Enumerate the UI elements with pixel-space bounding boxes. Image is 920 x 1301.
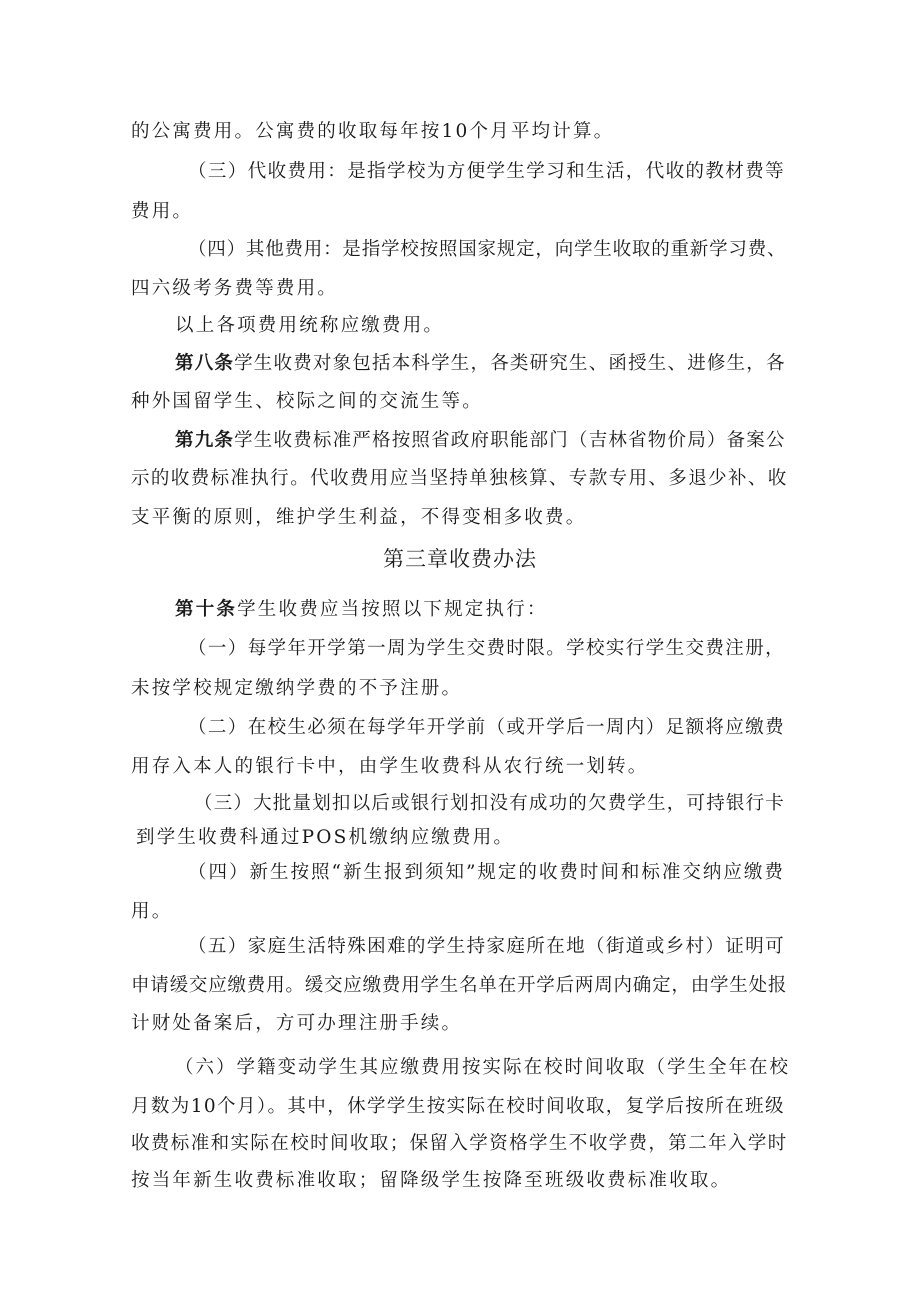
article-10-paragraph xyxy=(175,597,548,623)
text-line: （二）在校生必须在每学年开学前（或开学后一周内）足额将应缴费 xyxy=(188,717,786,738)
text-line: 计财处备案后，方可办理注册手续。 xyxy=(131,1013,463,1034)
article-text: 学生收费应当按照以下规定执行： xyxy=(237,599,548,620)
article-number: 第八条 xyxy=(175,353,235,374)
text-line: 用存入本人的银行卡中，由学生收费科从农行统一划转。 xyxy=(131,756,649,777)
text-line: 未按学校规定缴纳学费的不予注册。 xyxy=(131,678,463,699)
text-line: 申请缓交应缴费用。缓交应缴费用学生名单在开学后两周内确定，由学生处报 xyxy=(131,975,788,996)
article-text: 学生收费标准严格按照省政府职能部门（吉林省物价局）备案公 xyxy=(234,430,786,451)
article-number: 第十条 xyxy=(175,599,238,620)
text-line: 月数为10个月）。其中，休学学生按实际在校时间收取，复学后按所在班级 xyxy=(131,1096,785,1117)
text-line: （四）新生按照“新生报到须知”规定的收费时间和标准交纳应缴费 xyxy=(188,862,785,883)
text-line: （三）大批量划扣以后或银行划扣没有成功的欠费学生，可持银行卡 xyxy=(194,793,786,814)
text-line: （一）每学年开学第一周为学生交费时限。学校实行学生交费注册， xyxy=(188,638,786,659)
text-line: 按当年新生收费标准收取；留降级学生按降至班级收费标准收取。 xyxy=(131,1170,732,1191)
text-line: 支平衡的原则，维护学生利益，不得变相多收费。 xyxy=(131,507,587,528)
chapter-heading: 第三章收费办法 xyxy=(383,547,537,571)
text-line: （五）家庭生活特殊困难的学生持家庭所在地（街道或乡村）证明可 xyxy=(188,936,786,957)
article-8-paragraph xyxy=(175,351,786,377)
text-line: 收费标准和实际在校时间收取；保留入学资格学生不收学费，第二年入学时 xyxy=(131,1133,788,1154)
text-line: 到学生收费科通过POS机缴纳应缴费用。 xyxy=(136,827,515,848)
text-line: 的公寓费用。公寓费的收取每年按10个月平均计算。 xyxy=(131,121,615,142)
text-line: （六）学籍变动学生其应缴费用按实际在校时间收取（学生全年在校 xyxy=(175,1057,791,1078)
text-line: 种外国留学生、校际之间的交流生等。 xyxy=(131,391,483,412)
article-9-paragraph xyxy=(175,428,786,454)
article-number: 第九条 xyxy=(175,430,235,451)
text-line: 示的收费标准执行。代收费用应当坚持单独核算、专款专用、多退少补、收 xyxy=(131,468,788,489)
article-text: 学生收费对象包括本科学生，各类研究生、函授生、进修生，各 xyxy=(234,353,786,374)
text-line: （四）其他费用：是指学校按照国家规定，向学生收取的重新学习费、 xyxy=(188,239,787,260)
text-line: 用。 xyxy=(131,901,173,922)
text-line: （三）代收费用：是指学校为方便学生学习和生活，代收的教材费等 xyxy=(188,161,786,182)
text-line: 以上各项费用统称应缴费用。 xyxy=(175,315,445,336)
text-line: 费用。 xyxy=(131,201,194,222)
text-line: 四六级考务费等费用。 xyxy=(131,278,339,299)
